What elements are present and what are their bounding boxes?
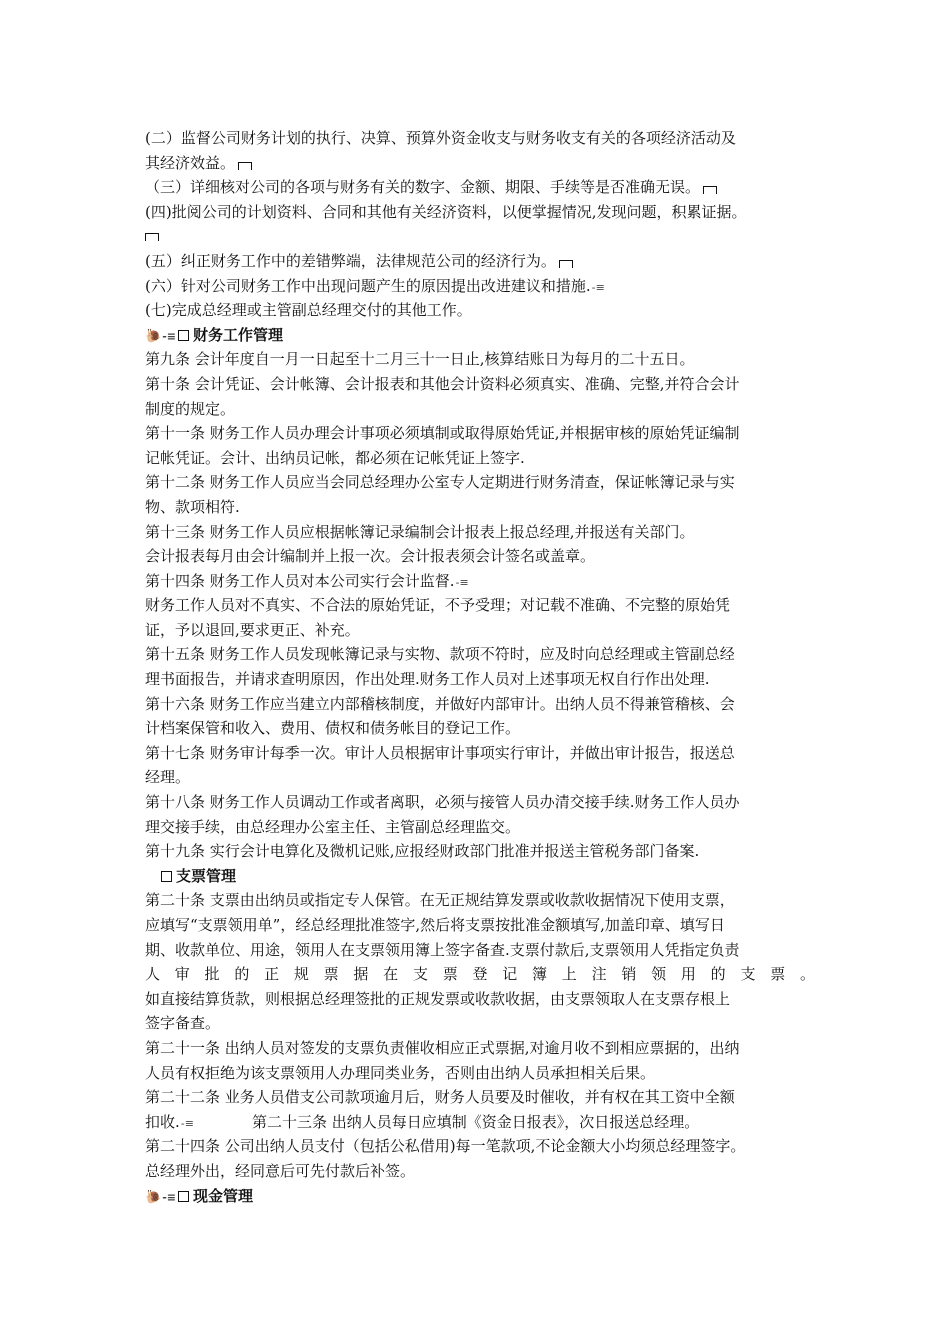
text-line: 第十四条 财务工作人员对本公司实行会计监督.-≡ (145, 571, 469, 590)
text-line: 第十三条 财务工作人员应根据帐簿记录编制会计报表上报总经理,并报送有关部门。 (145, 522, 695, 541)
paragraph-mark-icon (559, 260, 573, 268)
text-line: (二）监督公司财务计划的执行、决算、预算外资金收支与财务收支有关的各项经济活动及 (145, 129, 736, 147)
text-line: 第二十一条 出纳人员对签发的支票负责催收相应正式票据,对逾月收不到相应票据的，出纳 (145, 1038, 740, 1057)
text-line: 第九条 会计年度自一月一日起至十二月三十一日止,核算结账日为每月的二十五日。 (145, 350, 695, 369)
text-line: 其经济效益。 (145, 151, 815, 176)
paragraph-mark-icon (145, 233, 159, 241)
text-line: 签字备查。 (145, 1014, 221, 1033)
line-end-icon: -≡ (591, 280, 605, 294)
text-line: 第十六条 财务工作应当建立内部稽核制度，并做好内部审计。出纳人员不得兼管稽核、会 (145, 694, 735, 713)
text-line: 第十五条 财务工作人员发现帐簿记录与实物、款项不符时，应及时向总经理或主管副总经 (145, 645, 735, 664)
text-line: (四)批阅公司的计划资料、合同和其他有关经济资料，以便掌握情况,发现问题，积累证据。 (145, 202, 747, 221)
text-line: 第十七条 财务审计每季一次。审计人员根据审计事项实行审计，并做出审计报告，报送总 (145, 743, 735, 762)
text-line: 制度的规定。 (145, 399, 236, 418)
text-line: 人员有权拒绝为该支票领用人办理同类业务，否则由出纳人员承担相关后果。 (145, 1063, 656, 1082)
text-line: 第十九条 实行会计电算化及微机记账,应报经财政部门批准并报送主管税务部门备案. (145, 842, 700, 861)
snail-icon: 🐌 (145, 328, 162, 344)
paragraph-mark-icon (238, 162, 252, 170)
line-end-icon: -≡ (162, 329, 176, 343)
checkbox-icon (161, 871, 172, 882)
document-body (145, 126, 815, 1208)
text-line: (七)完成总经理或主管副总经理交付的其他工作。 (145, 301, 472, 320)
section-heading: 🐌-≡ 现金管理 (145, 1186, 253, 1205)
line-end-icon: -≡ (162, 1190, 176, 1204)
line-end-icon: -≡ (180, 1116, 194, 1130)
section-heading: 支票管理 (145, 864, 815, 889)
checkbox-icon (178, 330, 189, 341)
text-line: 理交接手续，由总经理办公室主任、主管副总经理监交。 (145, 817, 521, 836)
text-line: 证，予以退回,要求更正、补充。 (145, 620, 360, 639)
text-line: 第二十四条 公司出纳人员支付（包括公私借用)每一笔款项,不论金额大小均须总经理签字。 (145, 1137, 746, 1156)
text-line: 财务工作人员对不真实、不合法的原始凭证，不予受理；对记载不准确、不完整的原始凭 (145, 596, 731, 615)
text-line: 第十条 会计凭证、会计帐簿、会计报表和其他会计资料必须真实、准确、完整,并符合会计 (145, 374, 740, 393)
text-line: 总经理外出，经同意后可先付款后补签。 (145, 1161, 416, 1180)
text-line: 第二十条 支票由出纳员或指定专人保管。在无正规结算发票或收款收据情况下使用支票， (145, 891, 735, 910)
text-line: 经理。 (145, 768, 191, 787)
text-line: 第十一条 财务工作人员办理会计事项必须填制或取得原始凭证,并根据审核的原始凭证编制 (145, 424, 740, 443)
text-line (145, 224, 815, 249)
text-line: 物、款项相符. (145, 497, 240, 516)
paragraph-mark-icon (703, 186, 717, 194)
line-end-icon: -≡ (455, 575, 469, 589)
text-line: (五）纠正财务工作中的差错弊端，法律规范公司的经济行为。 (145, 249, 815, 274)
text-line: 第二十二条 业务人员借支公司款项逾月后，财务人员要及时催收，并有权在其工资中全额 (145, 1088, 735, 1107)
text-line: 理书面报告，并请求查明原因，作出处理.财务工作人员对上述事项无权自行作出处理. (145, 670, 710, 689)
text-line: 期、收款单位、用途，领用人在支票领用簿上签字备查.支票付款后,支票领用人凭指定负责 (145, 940, 740, 959)
snail-icon: 🐌 (145, 1189, 162, 1205)
text-line: 如直接结算货款，则根据总经理签批的正规发票或收款收据，由支票领取人在支票存根上 (145, 989, 731, 1008)
text-line: 计档案保管和收入、费用、债权和债务帐目的登记工作。 (145, 719, 521, 738)
text-line: (六）针对公司财务工作中出现问题产生的原因提出改进建议和措施.-≡ (145, 276, 605, 295)
checkbox-icon (178, 1191, 189, 1202)
text-line: 应填写“支票领用单”，经总经理批准签字,然后将支票按批准金额填写,加盖印章、填写日 (145, 916, 725, 934)
text-line: （三）详细核对公司的各项与财务有关的数字、金额、期限、手续等是否准确无误。 (145, 175, 815, 200)
text-line: 人审批的正规票据在支票登记簿上注销领用的支票。 (145, 965, 815, 984)
section-heading: 🐌-≡ 财务工作管理 (145, 325, 283, 344)
text-line: 第十二条 财务工作人员应当会同总经理办公室专人定期进行财务清查，保证帐簿记录与实 (145, 473, 735, 492)
text-line: 会计报表每月由会计编制并上报一次。会计报表须会计签名或盖章。 (145, 547, 596, 566)
text-line: 第十八条 财务工作人员调动工作或者离职，必须与接管人员办清交接手续.财务工作人员办 (145, 793, 740, 812)
text-line: 扣收.-≡ 第二十三条 出纳人员每日应填制《资金日报表》，次日报送总经理。 (145, 1112, 700, 1131)
text-line: 记帐凭证。会计、出纳员记帐，都必须在记帐凭证上签字. (145, 448, 525, 467)
